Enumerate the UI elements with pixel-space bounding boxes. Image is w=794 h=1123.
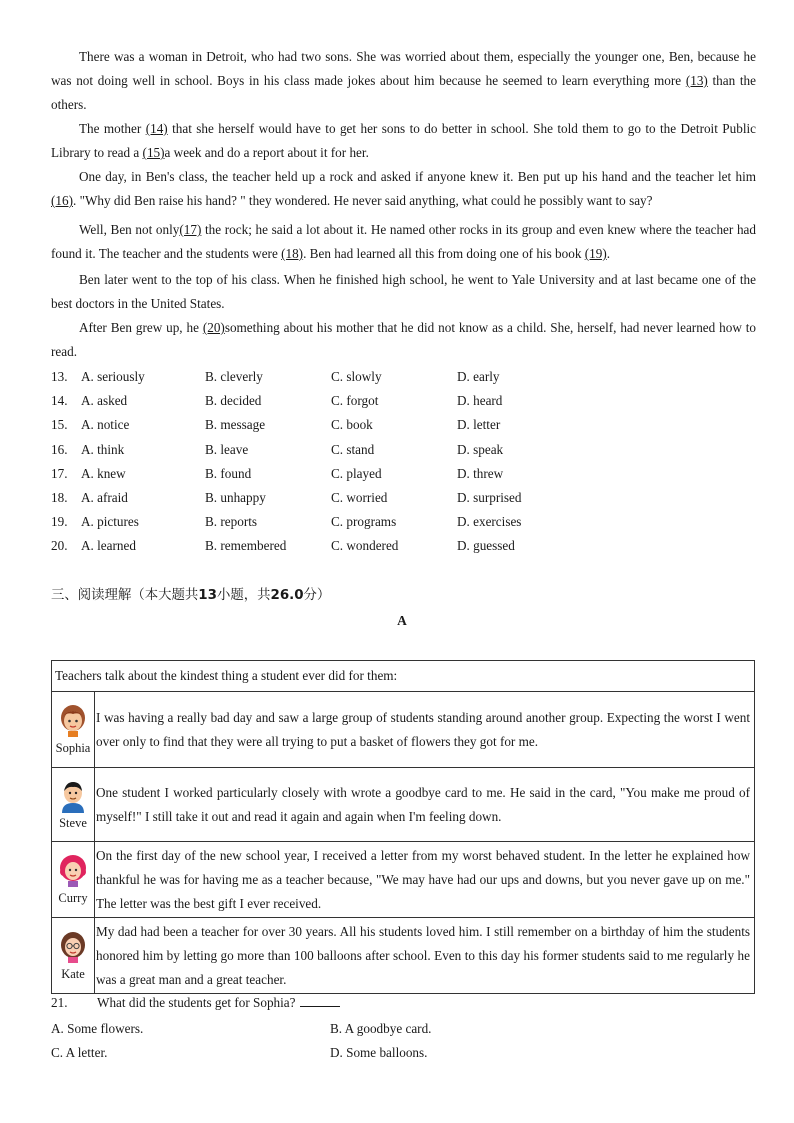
option-d[interactable]: D. speak (457, 442, 504, 457)
blank-15: (15) (142, 145, 165, 160)
option-c[interactable]: C. forgot (331, 393, 379, 408)
part-label: A (397, 613, 407, 628)
blank-18: (18) (281, 246, 304, 261)
option-d[interactable]: D. heard (457, 393, 503, 408)
option-b[interactable]: B. reports (205, 514, 258, 529)
table-heading: Teachers talk about the kindest thing a student ever did for them: (52, 661, 755, 692)
blank-13: (13) (685, 73, 708, 88)
option-c[interactable]: C. slowly (331, 369, 382, 384)
question-21: 21. What did the students get for Sophia? (51, 991, 340, 1015)
option-c[interactable]: C. played (331, 466, 382, 481)
option-c[interactable]: C. stand (331, 442, 375, 457)
question-20-options: 20. A. learned B. remembered C. wondered D. guessed (51, 534, 756, 558)
option-b[interactable]: B. unhappy (205, 490, 266, 505)
q21-option-a[interactable]: A. Some flowers. (51, 1021, 144, 1036)
teacher-cell: Kate (52, 918, 95, 994)
option-a[interactable]: A. knew (81, 466, 126, 481)
option-d[interactable]: D. threw (457, 466, 504, 481)
option-c[interactable]: C. programs (331, 514, 397, 529)
option-a[interactable]: A. asked (81, 393, 128, 408)
question-19-options: 19. A. pictures B. reports C. programs D. exercises (51, 510, 756, 534)
option-c[interactable]: C. worried (331, 490, 388, 505)
passage-paragraph-5: Ben later went to the top of his class. When he finished high school, he went to Yale University and at last became one of the best doctors in the United States. (51, 272, 756, 311)
blank-16: (16) (51, 193, 73, 208)
teacher-quote: My dad had been a teacher for over 30 years. All his students loved him. I still remember on a birthday of him the students honored him by letting go more than 100 balloons after school. Even to this day his former students said to me regularly he was a great man and a great teacher. (95, 918, 755, 994)
teacher-cell: Sophia (52, 692, 95, 768)
option-a[interactable]: A. afraid (81, 490, 128, 505)
option-d[interactable]: D. exercises (457, 514, 522, 529)
passage-paragraph-4: Well, Ben not only(17) the rock; he said a lot about it. He named other rocks in its group and even knew where the teacher had found it. The teacher and the students were (18). Ben had learned all this from doing one of his book (19). (51, 222, 756, 261)
question-14-options: 14. A. asked B. decided C. forgot D. heard (51, 389, 756, 413)
teacher-cell: Steve (52, 768, 95, 842)
table-row (52, 692, 755, 768)
curry-avatar-icon (58, 854, 88, 888)
kate-avatar-icon (58, 930, 88, 964)
section-title: 三、阅读理解（本大题共13小题，共26.0分） (51, 588, 331, 603)
teacher-quote: One student I worked particularly closely with wrote a goodbye card to me. He said in the card, "You make me proud of myself!" I still take it out and read it again and again when I'm feeling down. (95, 768, 755, 842)
blank-17: (17) (179, 222, 202, 237)
option-b[interactable]: B. message (205, 417, 266, 432)
question-16-options: 16. A. think B. leave C. stand D. speak (51, 438, 756, 462)
q21-option-c[interactable]: C. A letter. (51, 1045, 108, 1060)
blank-19: (19) (584, 246, 607, 261)
option-c[interactable]: C. wondered (331, 538, 399, 553)
blank-20: (20) (202, 320, 225, 335)
option-a[interactable]: A. pictures (81, 514, 139, 529)
option-b[interactable]: B. remembered (205, 538, 287, 553)
option-b[interactable]: B. decided (205, 393, 262, 408)
passage-paragraph-6: After Ben grew up, he (20)something about his mother that he did not know as a child. She, herself, had never learned how to read. (51, 320, 756, 359)
question-18-options: 18. A. afraid B. unhappy C. worried D. surprised (51, 486, 756, 510)
table-row (52, 768, 755, 842)
question-13-options: 13. A. seriously B. cleverly C. slowly D. early (51, 365, 756, 389)
sophia-avatar-icon (58, 704, 88, 738)
option-c[interactable]: C. book (331, 417, 373, 432)
passage-paragraph-1: There was a woman in Detroit, who had two sons. She was worried about them, especially the younger one, Ben, because he was not doing well in school. Boys in his class made jokes about him because he seemed to learn everything more (13) than the others. (51, 49, 756, 112)
blank-14: (14) (145, 121, 168, 136)
steve-avatar-icon (58, 779, 88, 813)
option-d[interactable]: D. surprised (457, 490, 522, 505)
option-d[interactable]: D. guessed (457, 538, 515, 553)
option-a[interactable]: A. think (81, 442, 125, 457)
q21-option-d[interactable]: D. Some balloons. (330, 1045, 428, 1060)
question-15-options: 15. A. notice B. message C. book D. letter (51, 413, 756, 437)
passage-paragraph-3: One day, in Ben's class, the teacher held up a rock and asked if anyone knew it. Ben put up his hand and the teacher let him (16). "Why did Ben raise his hand? " they wondered. He never said anything, what could he possibly want to say? (51, 169, 756, 208)
teacher-cell: Curry (52, 842, 95, 918)
teachers-table (51, 660, 755, 994)
option-b[interactable]: B. found (205, 466, 252, 481)
option-d[interactable]: D. early (457, 369, 500, 384)
option-d[interactable]: D. letter (457, 417, 501, 432)
table-row (52, 842, 755, 918)
option-b[interactable]: B. leave (205, 442, 249, 457)
teacher-quote: On the first day of the new school year, I received a letter from my worst behaved student. In the letter he explained how thankful he was for having me as a teacher because, "We may have had our ups and downs, but you never gave up on me." The letter was the best gift I ever received. (95, 842, 755, 918)
passage-paragraph-2: The mother (14) that she herself would have to get her sons to do better in school. She told them to go to the Detroit Public Library to read a (15)a week and do a report about it for her. (51, 121, 757, 160)
answer-blank[interactable] (300, 992, 340, 1007)
teacher-quote: I was having a really bad day and saw a large group of students standing around another group. Expecting the worst I went over only to find that they were all trying to put a basket of flowers they got for me. (95, 692, 755, 768)
option-b[interactable]: B. cleverly (205, 369, 263, 384)
option-a[interactable]: A. learned (81, 538, 136, 553)
q21-option-b[interactable]: B. A goodbye card. (330, 1021, 432, 1036)
option-a[interactable]: A. notice (81, 417, 130, 432)
table-row (52, 918, 755, 994)
option-a[interactable]: A. seriously (81, 369, 145, 384)
question-17-options: 17. A. knew B. found C. played D. threw (51, 462, 756, 486)
